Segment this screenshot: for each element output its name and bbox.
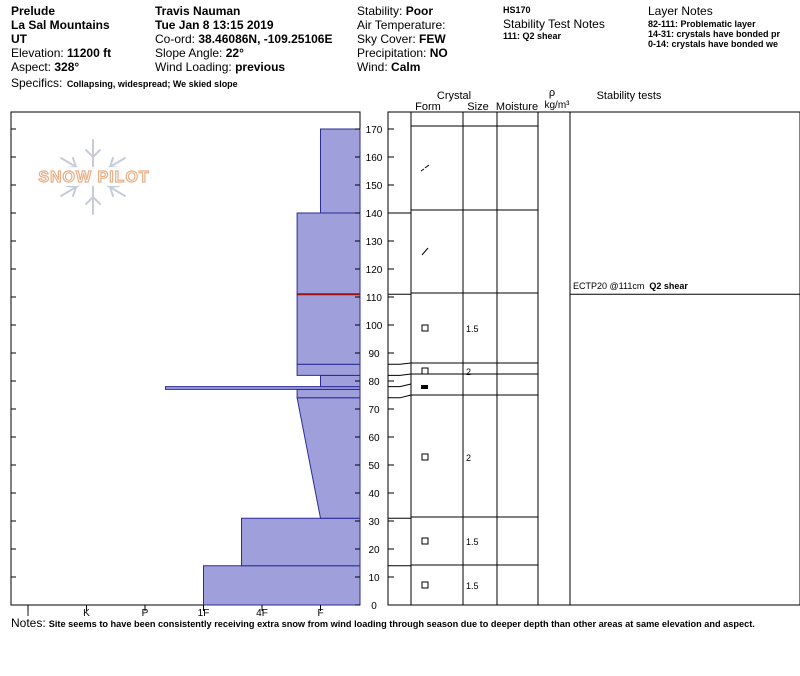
stability-value: Poor [405, 4, 434, 18]
x-tick-label: I [26, 608, 30, 619]
sky-value: FEW [419, 32, 446, 46]
elevation-label: Elevation: [11, 46, 64, 60]
observer-name: Travis Nauman [155, 4, 241, 18]
crystal-size-value: 1.5 [466, 537, 479, 547]
aspect-label: Aspect: [11, 60, 52, 74]
layer-note-2: 14-31: crystals have bonded pr [648, 30, 781, 39]
hardness-bar [297, 389, 360, 397]
layer-connector [388, 395, 411, 398]
hardness-bar [242, 518, 360, 566]
layer-table-frame [388, 112, 800, 605]
observation-datetime: Tue Jan 8 13:15 2019 [155, 18, 274, 32]
wind-value: Calm [391, 60, 421, 74]
crystal-size-value: 2 [466, 453, 472, 463]
notes-block [11, 616, 791, 633]
header-crystal: Crystal [436, 90, 472, 102]
stability-notes-title: Stability Test Notes [503, 17, 605, 31]
crystal-form-symbol [422, 325, 428, 331]
stability-test-entry [573, 281, 688, 291]
hs-value: HS170 [503, 5, 531, 15]
x-tick-label: 4F [256, 608, 268, 619]
header-size: Size [467, 101, 489, 113]
hardness-bar [297, 213, 360, 294]
logo-text: SNOW PILOT [38, 169, 150, 186]
hardness-bar [204, 566, 361, 605]
header-moisture: Moisture [495, 101, 539, 113]
state-name: UT [11, 32, 27, 46]
crystal-form-symbol [422, 454, 428, 460]
crystal-form-symbol [422, 248, 428, 255]
air-temp-label: Air Temperature: [357, 18, 446, 32]
x-tick-label: F [317, 608, 324, 619]
range-name: La Sal Mountains [11, 18, 110, 32]
wind-label: Wind: [357, 60, 388, 74]
y-tick-label: 140 [365, 209, 383, 220]
y-tick-label: 80 [368, 377, 380, 388]
elevation-value: 11200 ft [67, 46, 112, 60]
y-tick-label: 110 [366, 293, 382, 304]
hardness-bar [297, 364, 360, 375]
sky-label: Sky Cover: [357, 32, 416, 46]
layer-connector [388, 384, 411, 387]
y-tick-label: 150 [365, 181, 383, 192]
x-tick-label: 1F [197, 608, 210, 619]
x-tick-label: P [141, 608, 149, 619]
crystal-size-value: 1.5 [466, 581, 479, 591]
y-tick-label: 50 [368, 461, 380, 472]
crystal-form-symbol [425, 165, 429, 168]
notes-text: Site seems to have been consistently receiving extra snow from wind loading through season due to deeper depth than other areas at same elevation and aspect. [48, 619, 755, 629]
hardness-bar [297, 294, 360, 364]
coord-label: Co-ord: [155, 32, 196, 46]
specifics-value: Collapsing, widespread; We skied slope [66, 79, 238, 89]
hardness-layers [165, 129, 360, 605]
y-tick-label: 90 [368, 349, 380, 360]
header-density-unit: kg/m³ [544, 100, 570, 111]
layer-note-3: 0-14: crystals have bonded we [648, 40, 779, 49]
crystal-size-value: 2 [466, 367, 472, 377]
specifics-label: Specifics: [11, 76, 63, 90]
wind-loading-value: previous [235, 60, 286, 74]
header-stability-tests: Stability tests [596, 90, 662, 102]
location-name: Prelude [11, 4, 56, 18]
stability-test-label: ECTP20 @111cm [573, 281, 645, 292]
notes-label: Notes: [11, 616, 46, 630]
y-tick-label: 0 [371, 601, 377, 612]
crystal-form-symbol [421, 385, 428, 389]
layer-connector [388, 363, 411, 364]
aspect-value: 328° [54, 60, 80, 74]
coord-value: 38.46086N, -109.25106E [198, 32, 333, 46]
y-tick-label: 70 [368, 405, 380, 416]
slope-label: Slope Angle: [155, 46, 223, 60]
crystal-size-value: 1.5 [466, 324, 479, 334]
y-tick-label: 130 [365, 237, 383, 248]
y-tick-label: 10 [368, 573, 380, 584]
crystal-form-symbol [422, 368, 428, 374]
crystal-form-symbol [421, 169, 424, 171]
y-tick-label: 160 [365, 153, 383, 164]
stability-test-result: Q2 shear [649, 281, 688, 292]
layer-note-1: 82-111: Problematic layer [648, 19, 756, 29]
stability-note-1: 111: Q2 shear [503, 31, 562, 41]
precip-value: NO [429, 46, 448, 60]
wind-loading-label: Wind Loading: [155, 60, 232, 74]
header-rho: ρ [548, 87, 556, 99]
layer-notes-title: Layer Notes [648, 4, 713, 18]
hardness-bar [321, 375, 361, 386]
y-tick-label: 170 [365, 125, 383, 136]
layer-connector [388, 374, 411, 375]
snowpilot-logo [32, 140, 156, 214]
crystal-form-symbol [422, 538, 428, 544]
hardness-bar [297, 398, 360, 518]
slope-value: 22° [225, 46, 244, 60]
precip-label: Precipitation: [357, 46, 427, 60]
y-tick-label: 40 [368, 489, 380, 500]
y-tick-label: 100 [365, 321, 383, 332]
y-tick-label: 120 [365, 265, 383, 276]
y-tick-label: 20 [368, 545, 380, 556]
hardness-bar [321, 129, 361, 213]
x-tick-label: K [83, 608, 90, 619]
y-tick-label: 30 [368, 517, 380, 528]
header-form: Form [415, 101, 441, 113]
stability-label: Stability: [357, 4, 403, 18]
y-tick-label: 60 [368, 433, 380, 444]
crystal-form-symbol [422, 582, 428, 588]
